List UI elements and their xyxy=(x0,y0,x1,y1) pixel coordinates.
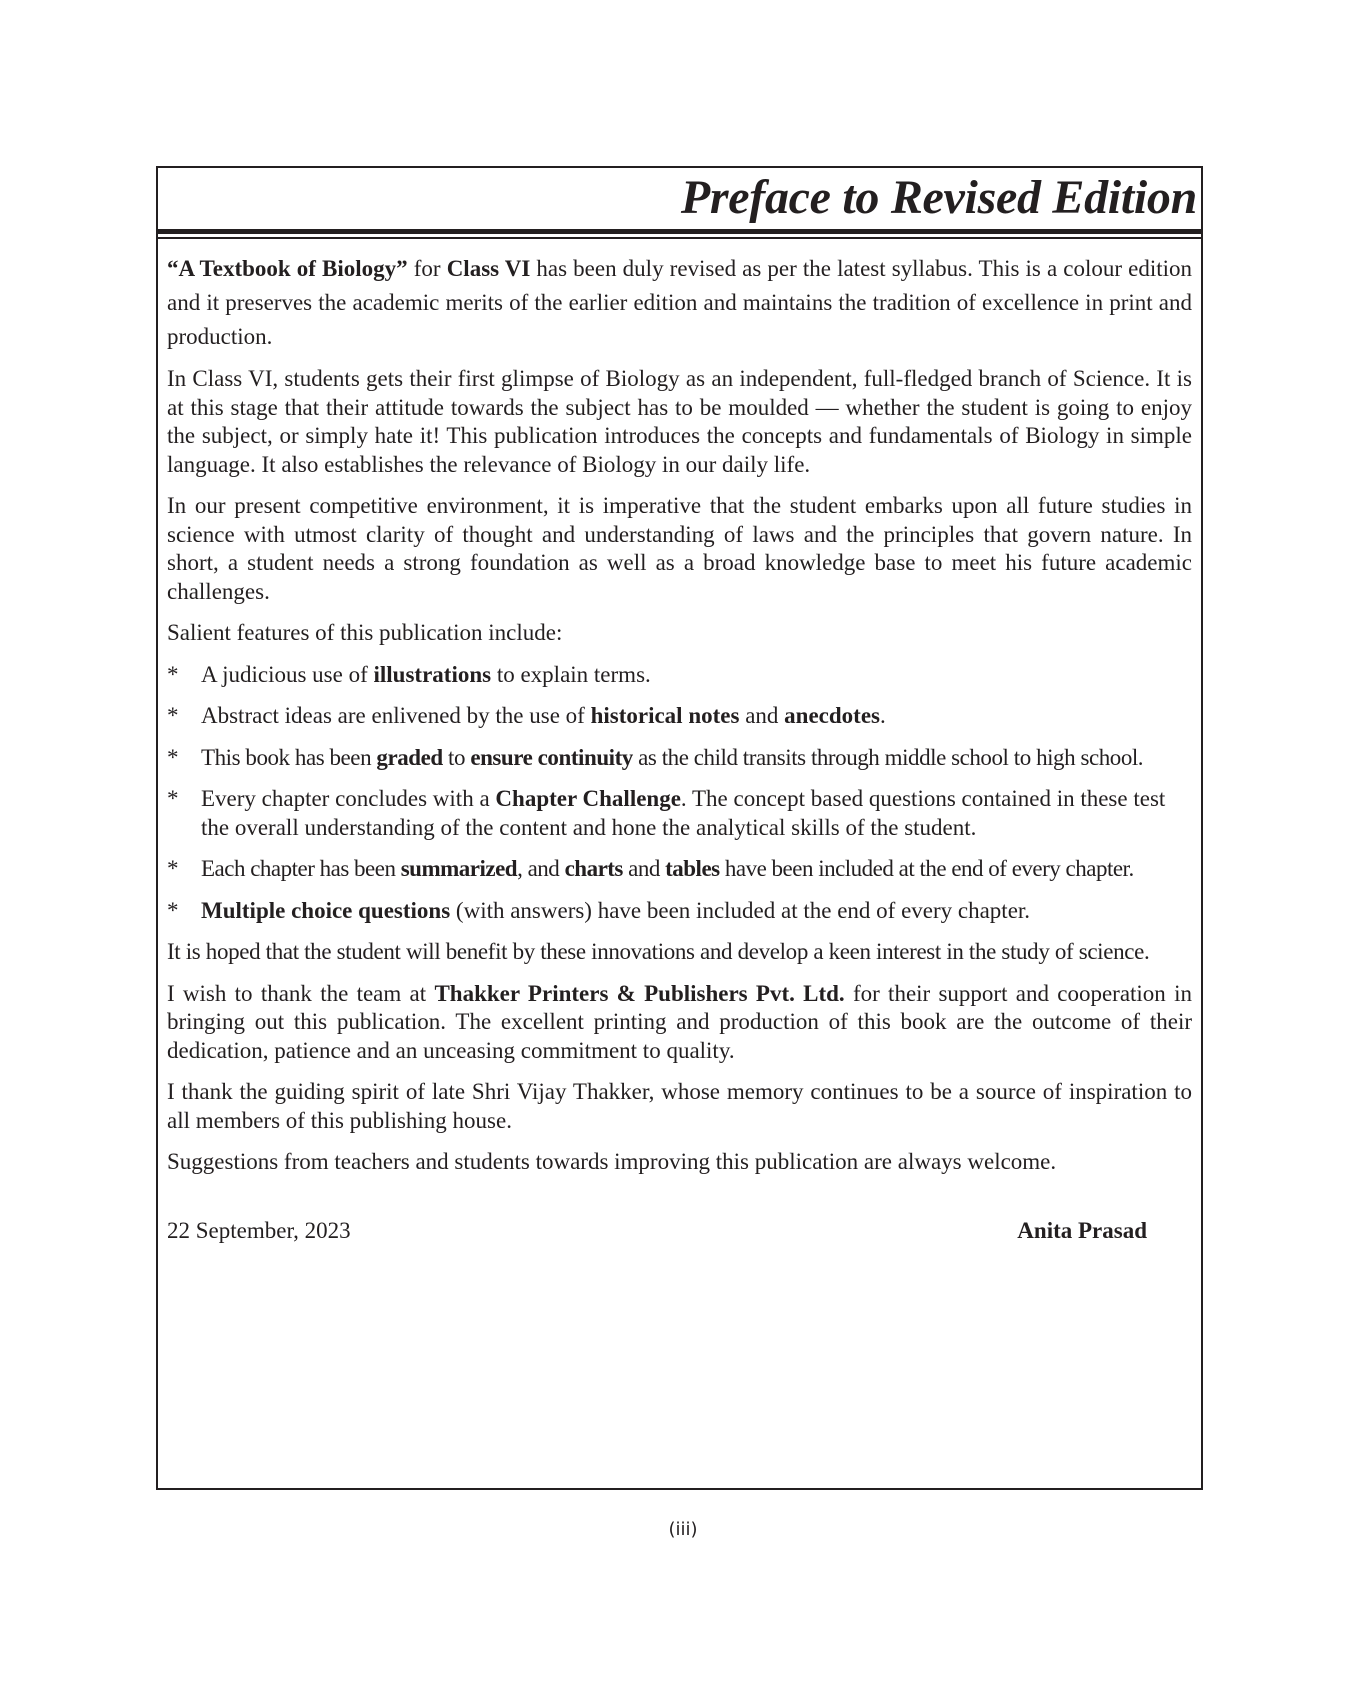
bullet-asterisk: * xyxy=(167,856,179,881)
feature-item: * Multiple choice questions (with answers) have been included at the end of every chapter. xyxy=(167,897,1192,926)
feature-item: * This book has been graded to ensure continuity as the child transits through middle school to high school. xyxy=(167,744,1192,773)
closing-hope: It is hoped that the student will benefit by these innovations and develop a keen interest in the study of science. xyxy=(167,939,1150,964)
page-number: (iii) xyxy=(668,1519,698,1540)
bullet-asterisk: * xyxy=(167,786,179,811)
bullet-asterisk: * xyxy=(167,744,179,770)
bullet-asterisk: * xyxy=(167,897,179,923)
feature-item: * Every chapter concludes with a Chapter Challenge. The concept based questions contained in these test the overall understanding of the content and hone the analytical skills of the student. xyxy=(167,786,1166,840)
title-rule-thick xyxy=(158,229,1201,234)
closing-tribute: I thank the guiding spirit of late Shri Vijay Thakker, whose memory continues to be a source of inspiration to all members of this publishing house. xyxy=(167,1079,1192,1133)
feature-item: * Abstract ideas are enlivened by the use of historical notes and anecdotes. xyxy=(167,702,1192,731)
signature-date: 22 September, 2023 xyxy=(167,1218,351,1243)
feature-item: * Each chapter has been summarized, and charts and tables have been included at the end of every chapter. xyxy=(167,855,1192,884)
preface-body xyxy=(167,252,1192,1190)
closing-thanks: I wish to thank the team at Thakker Printers & Publishers Pvt. Ltd. for their support and cooperation in bringing out this publication. The excellent printing and production of this book are the outcome of their dedication, patience and an unceasing commitment to quality. xyxy=(167,980,1192,1063)
page-title: Preface to Revised Edition xyxy=(680,171,1197,224)
book-title: “A Textbook of Biology” xyxy=(167,256,408,281)
title-rule-thin xyxy=(158,237,1201,239)
bullet-asterisk: * xyxy=(167,703,179,728)
intro-paragraph: “A Textbook of Biology” for Class VI has been duly revised as per the latest syllabus. This is a colour edition and it preserves the academic merits of the earlier edition and maintains the tradition of excellence in print and production. xyxy=(167,256,1192,349)
features-intro: Salient features of this publication include: xyxy=(167,620,563,645)
preface-frame xyxy=(156,166,1203,1490)
feature-item: * A judicious use of illustrations to explain terms. xyxy=(167,661,1192,690)
class-label: Class VI xyxy=(446,256,531,281)
signature-row xyxy=(167,1216,1147,1246)
signature-author: Anita Prasad xyxy=(1017,1218,1147,1243)
paragraph-class-vi: In Class VI, students gets their first glimpse of Biology as an independent, full-fledged branch of Science. It is at this stage that their attitude towards the subject has to be moulded — whether the student is going to enjoy the subject, or simply hate it! This publication introduces the concepts and fundamentals of Biology in simple language. It also establishes the relevance of Biology in our daily life. xyxy=(167,366,1192,477)
bullet-asterisk: * xyxy=(167,661,179,687)
paragraph-environment: In our present competitive environment, it is imperative that the student embarks upon all future studies in science with utmost clarity of thought and understanding of laws and the principles that govern nature. In short, a student needs a strong foundation as well as a broad knowledge base to meet his future academic challenges. xyxy=(167,493,1192,604)
publisher-name: Thakker Printers & Publishers Pvt. Ltd. xyxy=(434,980,845,1006)
closing-suggestions: Suggestions from teachers and students towards improving this publication are always welcome. xyxy=(167,1149,1057,1174)
